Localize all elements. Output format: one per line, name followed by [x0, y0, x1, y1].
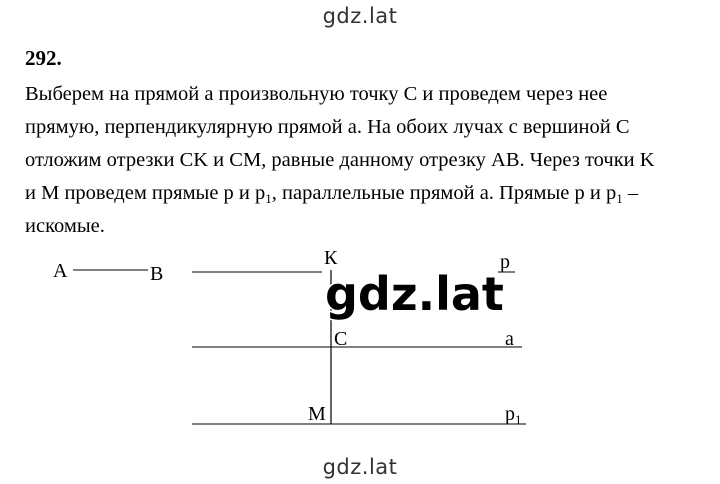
text-line-5: искомые. — [25, 215, 105, 237]
label-b-point: B — [150, 263, 164, 285]
label-a-point: A — [53, 260, 68, 282]
text-line-1: Выберем на прямой a произвольную точку C и проведем через нее — [25, 83, 608, 105]
label-p1-subscript: 1 — [515, 412, 522, 427]
label-m-point: M — [308, 403, 326, 425]
text-line-4-part-1: и M проведем прямые p и p — [25, 182, 266, 204]
watermark-top: gdz.lat — [322, 4, 398, 28]
text-line-4-part-2: , параллельные прямой a. Прямые p и p — [271, 182, 617, 204]
label-p1-letter: p — [505, 403, 515, 425]
text-line-2: прямую, перпендикулярную прямой a. На обоих лучах с вершиной C — [25, 116, 630, 138]
subscript-1: 1 — [265, 191, 272, 206]
watermark-bottom: gdz.lat — [322, 455, 398, 479]
label-p-line: p — [500, 251, 510, 273]
label-c-point: C — [334, 328, 348, 350]
subscript-2: 1 — [616, 191, 623, 206]
problem-number: 292. — [25, 46, 62, 70]
text-line-4-part-3: – — [622, 182, 639, 204]
label-k-point: К — [324, 247, 338, 269]
watermark-middle: gdz.lat — [325, 267, 504, 321]
text-line-3: отложим отрезки CK и CM, равные данному отрезку AB. Через точки K — [25, 149, 655, 171]
label-a-line: a — [505, 328, 514, 350]
label-p1-line — [505, 403, 522, 427]
